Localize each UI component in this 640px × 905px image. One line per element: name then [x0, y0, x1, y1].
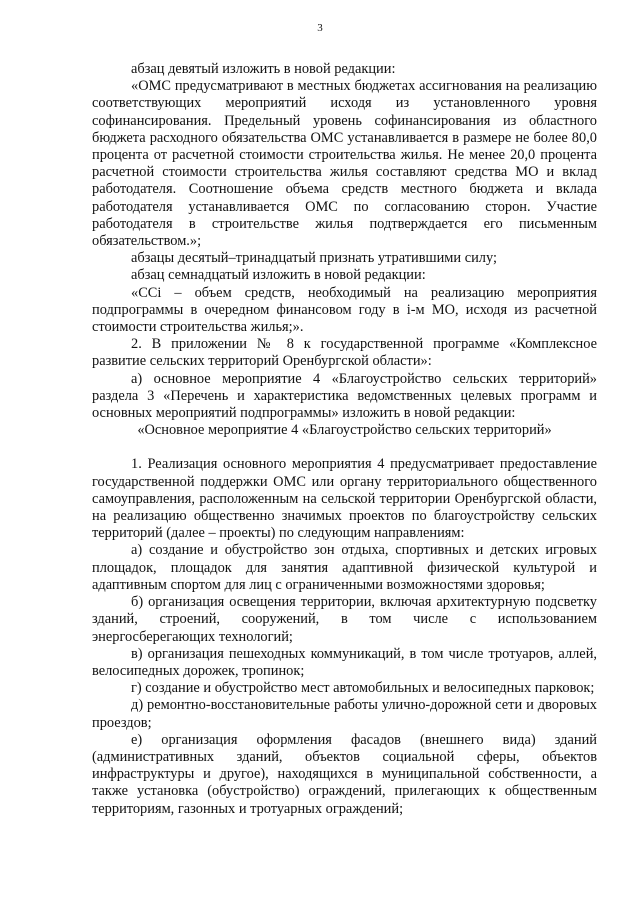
page-number: 3 [317, 22, 323, 34]
list-item-e: е) организация оформления фасадов (внешнего вида) зданий (административных зданий, объектов социальной сферы, объектов инфраструктуры и другое), находящихся в муниципальной собственности, а также установка (обустройство) ограждений, прилегающих к общественным территориям, газонных и тротуарных ограждений; [92, 731, 597, 817]
paragraph-spacer [92, 439, 597, 456]
paragraph-measure-4-intro: а) основное мероприятие 4 «Благоустройство сельских территорий» раздела 3 «Перечень и характеристика ведомственных целевых программ и основных мероприятий подпрограммы» изложить в новой редакции: [92, 370, 597, 422]
paragraph-oms-funding-quote: «ОМС предусматривают в местных бюджетах ассигнования на реализацию соответствующих мероприятий исходя из установленного уровня софинансирования. Предельный уровень софинансирования из областного бюджета расходного обязательства ОМС устанавливается в размере не более 80,0 процента от расчетной стоимости строительства жилья. Не менее 20,0 процента расчетной стоимости строительства жилья составляют средства МО и вклад работодателя. Соотношение объема средств местного бюджета и вклада работодателя устанавливается ОМС по согласованию сторон. Участие работодателя в строительстве жилья подтверждается его письменным обязательством.»; [92, 78, 597, 250]
document-body [92, 61, 597, 818]
paragraph-repeal-10-13: абзацы десятый–тринадцатый признать утратившими силу; [131, 250, 497, 267]
list-item-g: г) создание и обустройство мест автомобильных и велосипедных парковок; [131, 680, 595, 697]
paragraph-amendment-intro-9: абзац девятый изложить в новой редакции: [131, 61, 396, 77]
list-item-d: д) ремонтно-восстановительные работы улично-дорожной сети и дворовых проездов; [92, 697, 597, 731]
section-heading: «Основное мероприятие 4 «Благоустройство сельских территорий» [137, 422, 552, 439]
paragraph-cci-definition: «ССi – объем средств, необходимый на реализацию мероприятия подпрограммы в очередном финансовом году в i-м МО, исходя из расчетной стоимости строительства жилья;». [92, 284, 597, 336]
paragraph-amendment-intro-17: абзац семнадцатый изложить в новой редакции: [131, 267, 426, 284]
paragraph-measure-4-point-1: 1. Реализация основного мероприятия 4 предусматривает предоставление государственной поддержки ОМС или органу территориального общественного самоуправления, расположенным на сельской территории Оренбургской области, на реализацию общественно значимых проектов по благоустройству сельских территорий (далее – проекты) по следующим направлениям: [92, 456, 597, 542]
list-item-v: в) организация пешеходных коммуникаций, в том числе тротуаров, аллей, велосипедных дорожек, тропинок; [92, 645, 597, 679]
list-item-b: б) организация освещения территории, включая архитектурную подсветку зданий, строений, сооружений, в том числе с использованием энергосберегающих технологий; [92, 594, 597, 645]
list-item-a: а) создание и обустройство зон отдыха, спортивных и детских игровых площадок, площадок для занятия адаптивной физической культурой и адаптивным спортом для лиц с ограниченными возможностями здоровья; [92, 542, 597, 593]
paragraph-appendix-8: 2. В приложении № 8 к государственной программе «Комплексное развитие сельских территорий Оренбургской области»: [92, 336, 597, 370]
